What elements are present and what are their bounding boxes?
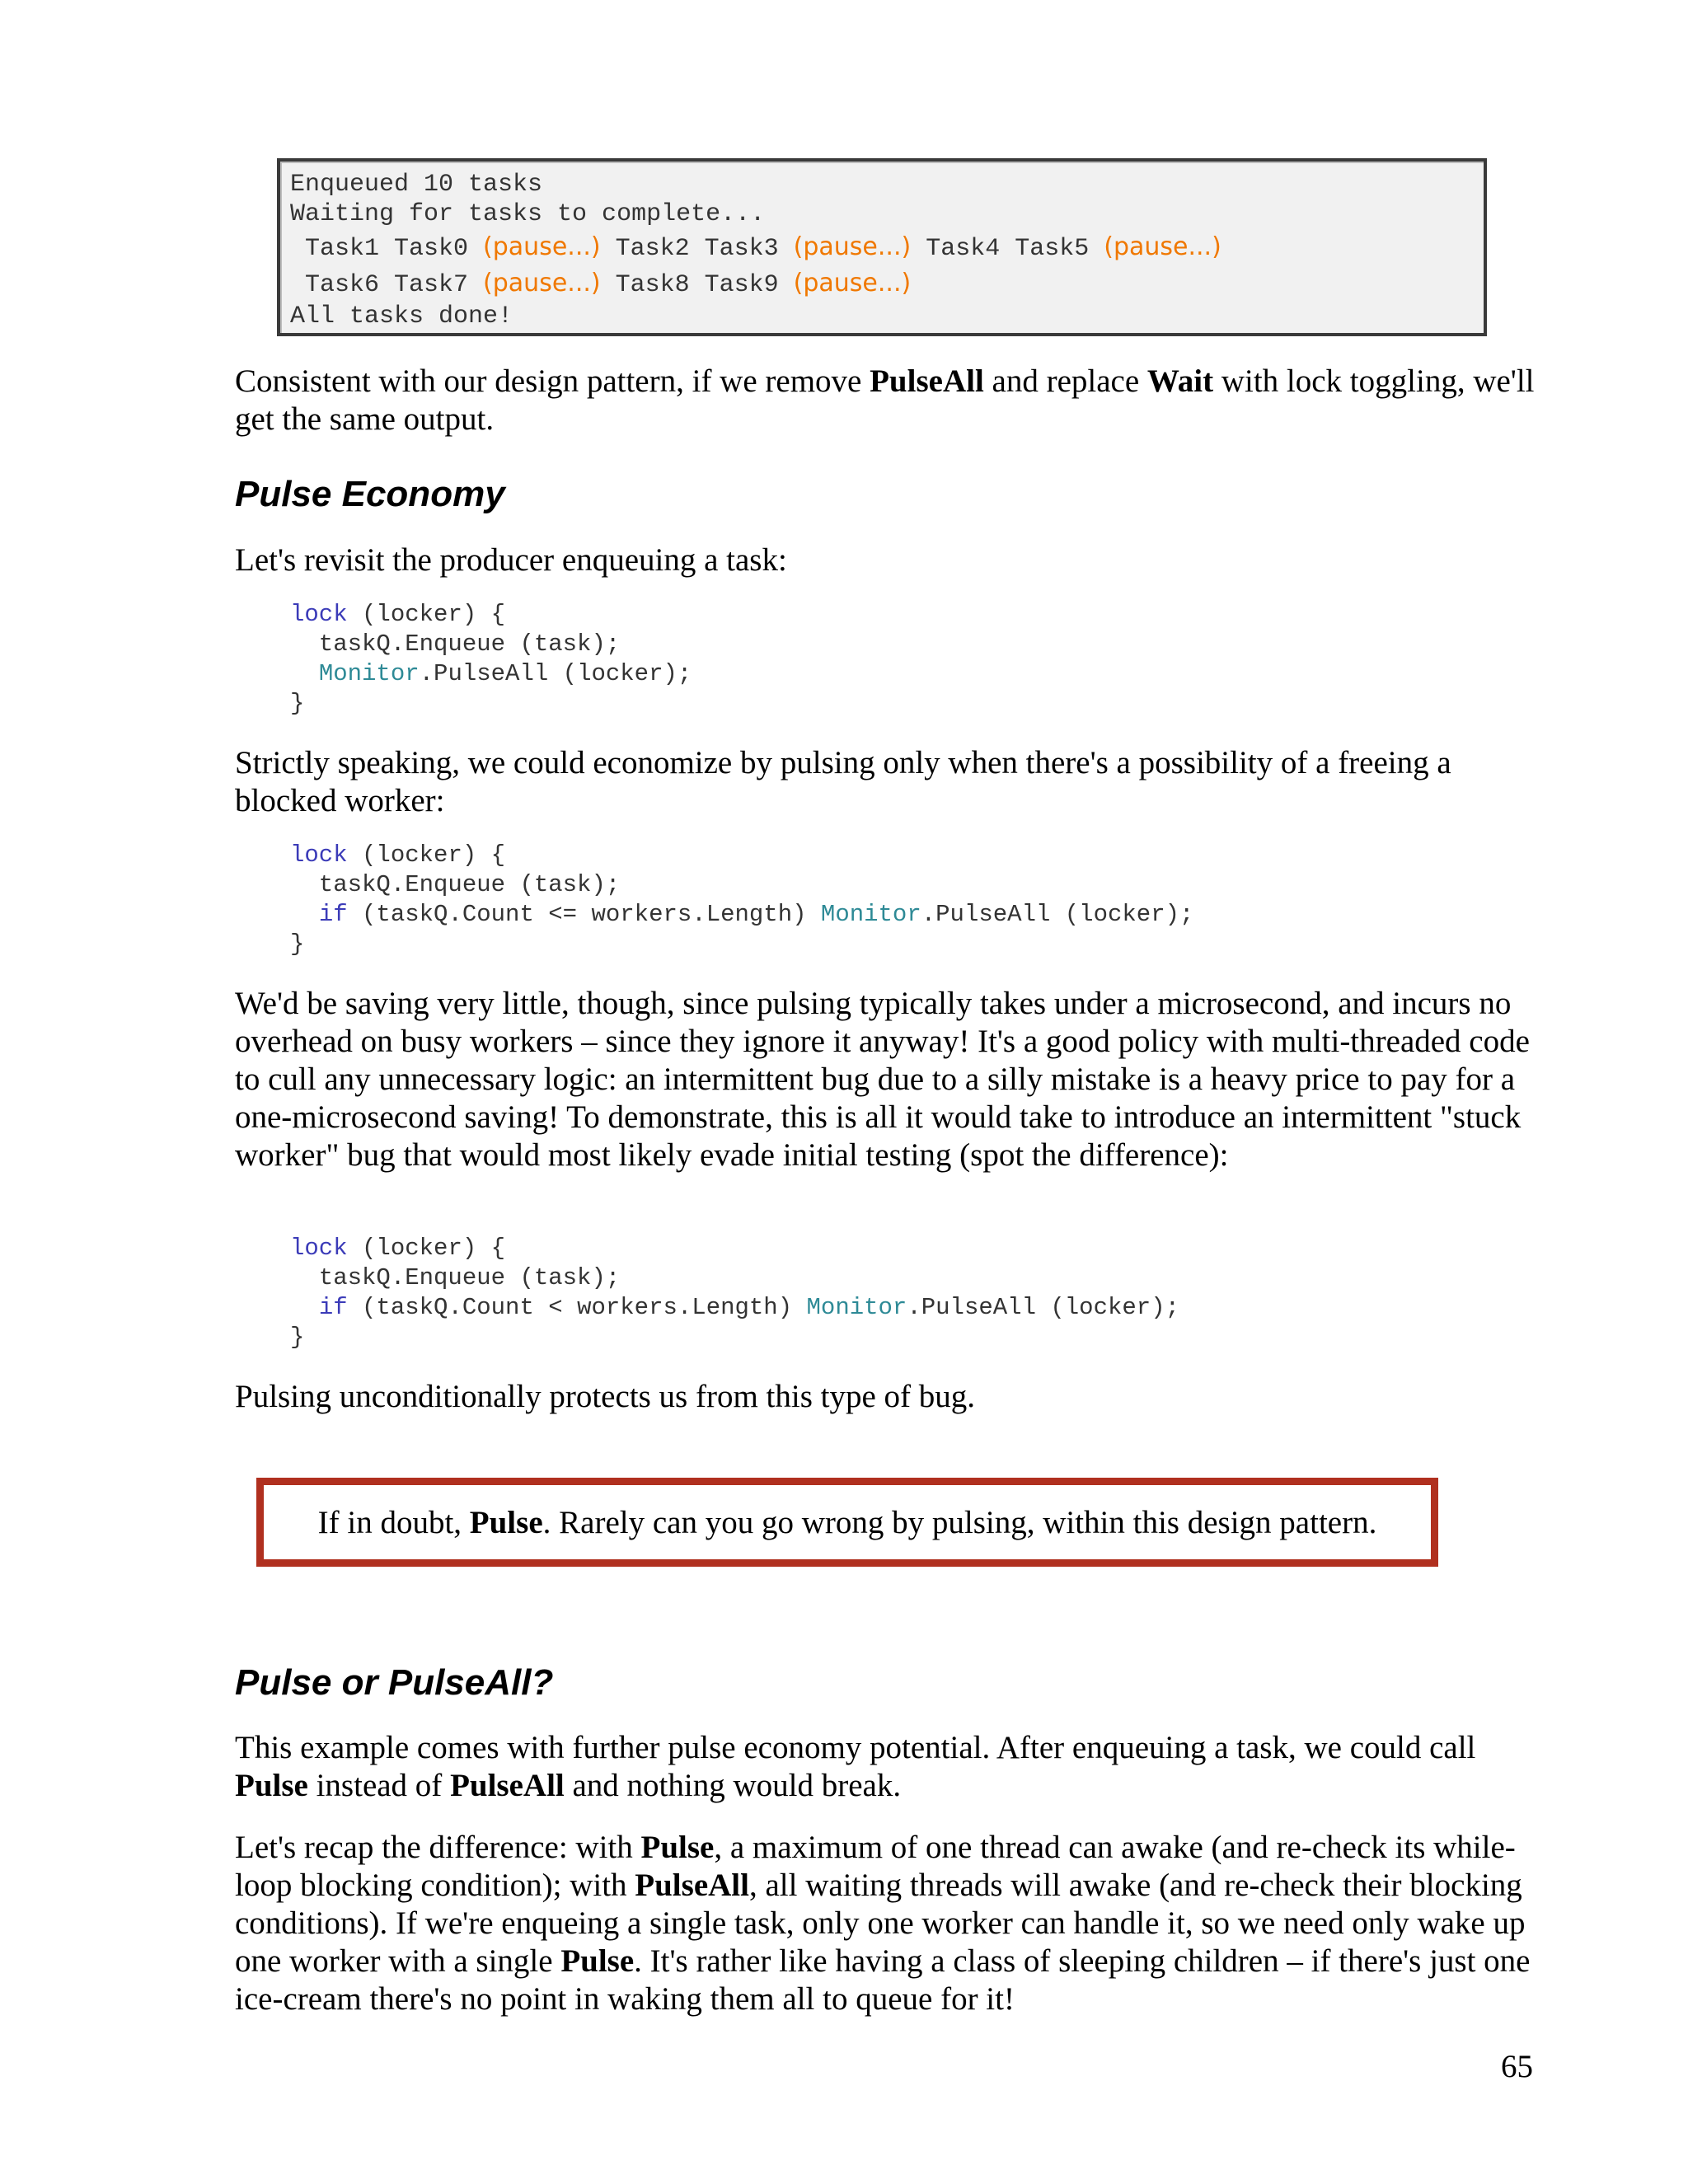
code-text: (locker) {: [347, 1235, 506, 1262]
text: . It's rather like having a class of sleeping children – if there's just one ice-cream there's no point in waking them all to queue for it!: [235, 1943, 1531, 2017]
code-line: [290, 659, 692, 689]
output-text: Task4 Task5: [911, 235, 1104, 263]
code-text: [290, 901, 319, 928]
code-type: Monitor: [806, 1294, 907, 1321]
term-pulse: Pulse: [560, 1943, 635, 1979]
text: instead of: [307, 1768, 451, 1803]
code-line: }: [290, 690, 305, 717]
heading-pulse-economy: Pulse Economy: [235, 474, 505, 514]
code-text: (locker) {: [347, 601, 506, 628]
text: If in doubt,: [317, 1504, 470, 1540]
paragraph-revisit-producer: Let's revisit the producer enqueuing a task:: [235, 542, 787, 578]
output-text: Task8 Task9: [600, 271, 794, 299]
output-text: Task2 Task3: [600, 235, 794, 263]
term-pulse: Pulse: [235, 1768, 308, 1803]
text: and replace: [983, 363, 1147, 399]
paragraph-pulsing-unconditionally: Pulsing unconditionally protects us from this type of bug.: [235, 1379, 976, 1414]
pause-marker: (pause...): [483, 232, 601, 261]
code-keyword: lock: [290, 601, 348, 628]
code-line: [290, 1293, 1179, 1323]
code-type: Monitor: [318, 660, 420, 687]
code-keyword: lock: [290, 1235, 348, 1262]
callout-text: [318, 1504, 1377, 1541]
code-block-3: [290, 1234, 1179, 1352]
output-line: All tasks done!: [290, 302, 513, 330]
output-line: [290, 265, 1474, 302]
code-text: (taskQ.Count <= workers.Length): [347, 901, 821, 928]
code-line: [290, 841, 1193, 870]
code-block-2: [290, 841, 1193, 959]
text: This example comes with further pulse economy potential. After enqueuing a task, we could call: [235, 1730, 1476, 1765]
term-wait: Wait: [1146, 363, 1214, 399]
text: Consistent with our design pattern, if we remove: [235, 363, 870, 399]
paragraph-further-economy: [235, 1729, 1537, 1805]
code-keyword: if: [318, 1294, 348, 1321]
code-text: [290, 1294, 319, 1321]
paragraph-saving-little: We'd be saving very little, though, since pulsing typically takes under a microsecond, and incurs no overhead on busy workers – since they ignore it anyway! It's a good policy with multi-threaded code to cull any unnecessary logic: an intermittent bug due to a silly mistake is a heavy price to pay for a one-microsecond saving! To demonstrate, this is all it would take to introduce an intermittent "stuck worker" bug that would most likely evade initial testing (spot the difference):: [235, 986, 1530, 1173]
output-line: Enqueued 10 tasks: [290, 171, 543, 199]
paragraph-remove-pulseall: [235, 363, 1537, 438]
text: Let's recap the difference: with: [235, 1830, 641, 1865]
pause-marker: (pause...): [793, 232, 912, 261]
text: . Rarely can you go wrong by pulsing, within this design pattern.: [542, 1504, 1377, 1540]
text: , a maximum of one thread can awake (and re-check its while-loop blocking condition); with: [235, 1830, 1516, 1903]
term-pulseall: PulseAll: [870, 363, 984, 399]
code-line: taskQ.Enqueue (task);: [290, 630, 621, 658]
code-text: [290, 660, 319, 687]
term-pulseall: PulseAll: [450, 1768, 565, 1803]
output-text: Task1 Task0: [290, 235, 484, 263]
code-line: [290, 600, 692, 630]
code-text: .PulseAll (locker);: [419, 660, 692, 687]
code-line: taskQ.Enqueue (task);: [290, 1264, 621, 1291]
code-line: [290, 1234, 1179, 1263]
console-output-box: [277, 158, 1487, 336]
output-text: Task6 Task7: [290, 271, 484, 299]
term-pulse: Pulse: [640, 1830, 715, 1865]
heading-pulse-or-pulseall: Pulse or PulseAll?: [235, 1662, 554, 1703]
code-block-1: [290, 600, 692, 719]
code-text: (locker) {: [347, 841, 506, 869]
code-keyword: lock: [290, 841, 348, 869]
paragraph-recap-difference: [235, 1829, 1537, 2018]
code-line: }: [290, 930, 305, 958]
code-line: }: [290, 1324, 305, 1351]
term-pulseall: PulseAll: [635, 1868, 749, 1903]
code-type: Monitor: [820, 901, 921, 928]
callout-box: [256, 1478, 1438, 1567]
pause-marker: (pause...): [1104, 232, 1221, 261]
text: and nothing would break.: [564, 1768, 902, 1803]
output-line: Waiting for tasks to complete...: [290, 200, 766, 228]
output-line: [290, 229, 1474, 265]
code-line: taskQ.Enqueue (task);: [290, 871, 621, 898]
page-number: 65: [1501, 2049, 1533, 2084]
code-line: [290, 900, 1193, 930]
text: with lock toggling, we'll get the same output.: [235, 363, 1535, 437]
pause-marker: (pause...): [483, 269, 601, 298]
term-pulse: Pulse: [469, 1504, 543, 1540]
paragraph-economize: Strictly speaking, we could economize by pulsing only when there's a possibility of a freeing a blocked worker:: [235, 745, 1451, 818]
code-text: .PulseAll (locker);: [907, 1294, 1179, 1321]
code-keyword: if: [318, 901, 348, 928]
code-text: .PulseAll (locker);: [921, 901, 1194, 928]
pause-marker: (pause...): [793, 269, 912, 298]
text: , all waiting threads will awake (and re-check their blocking conditions). If we're enqueing a single task, only one worker can handle it, so we need only wake up one worker with a single: [235, 1868, 1526, 1979]
code-text: (taskQ.Count < workers.Length): [347, 1294, 807, 1321]
